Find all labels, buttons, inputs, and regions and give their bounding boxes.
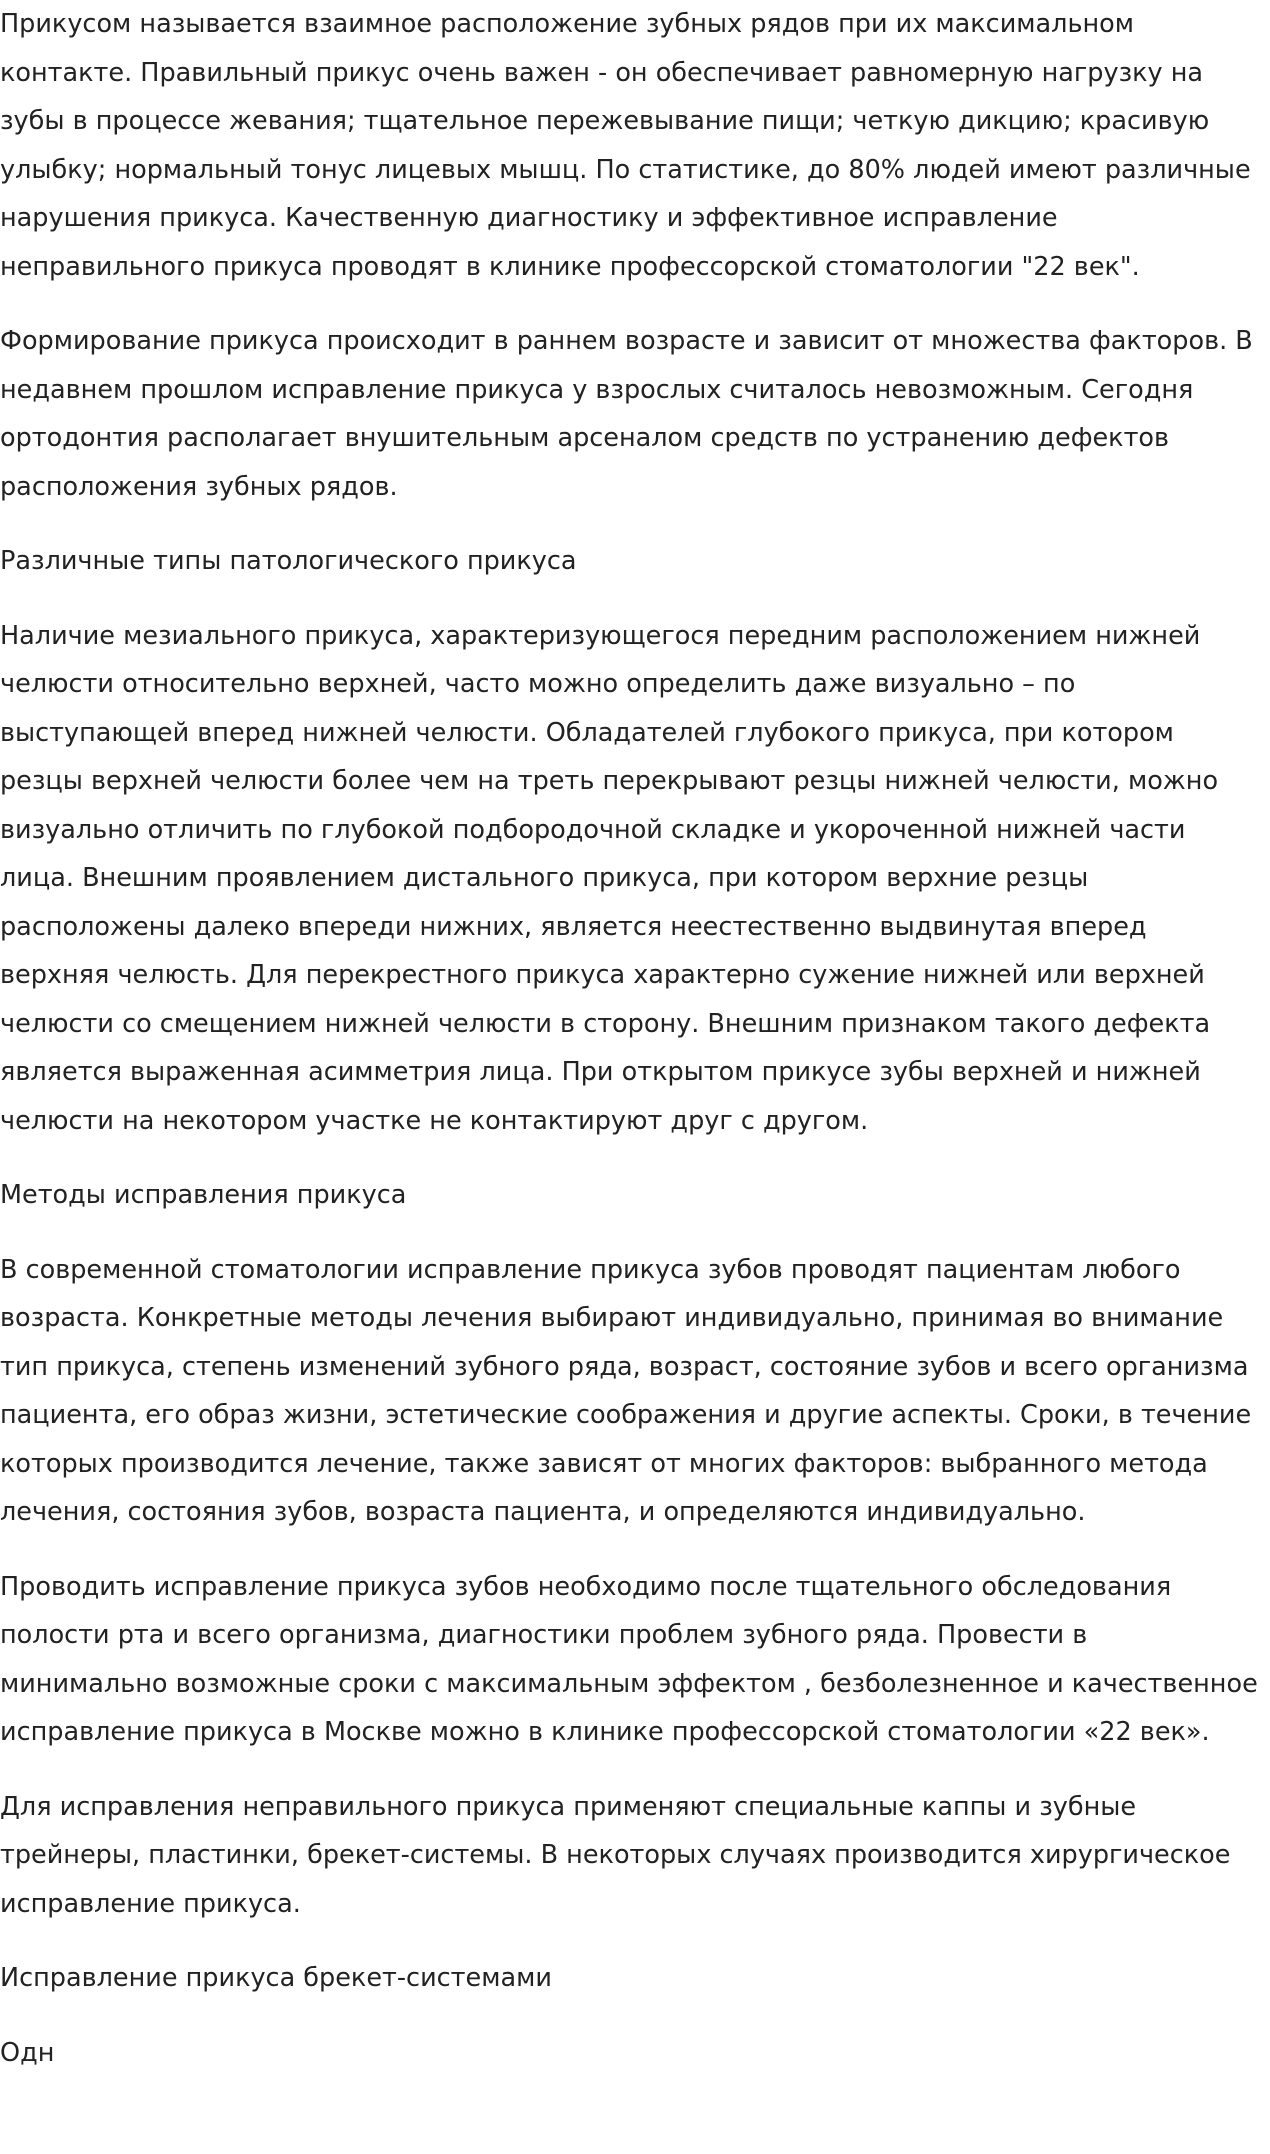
section-heading-bite-types: Различные типы патологического прикуса — [0, 546, 577, 576]
section-heading-correction-methods: Методы исправления прикуса — [0, 1180, 407, 1210]
appliances-paragraph: Для исправления неправильного прикуса применяют специальные каппы и зубные трейнеры, пластинки, брекет-системы. В некоторых случаях производится хирургическое исправление прикуса. — [0, 1791, 1231, 1919]
examination-paragraph: Проводить исправление прикуса зубов необходимо после тщательного обследования полости рта и всего организма, диагностики проблем зубного ряда. Провести в минимально возможные сроки с максимальным эффектом , безболезненное и качественное исправление прикуса в Москве можно в клинике профессорской стоматологии «22 век». — [0, 1571, 1258, 1747]
intro-paragraph: Прикусом называется взаимное расположение зубных рядов при их максимальном контакте. Правильный прикус очень важен - он обеспечивает равномерную нагрузку на зубы в процессе жевания; тщательное пережевывание пищи; четкую дикцию; красивую улыбку; нормальный тонус лицевых мышц. По статистике, до 80% людей имеют различные нарушения прикуса. Качественную диагностику и эффективное исправление неправильного прикуса проводят в клинике профессорской стоматологии "22 век". — [0, 9, 1251, 282]
bite-formation-paragraph: Формирование прикуса происходит в раннем возрасте и зависит от множества факторов. В недавнем прошлом исправление прикуса у взрослых считалось невозможным. Сегодня ортодонтия располагает внушительным арсеналом средств по устранению дефектов расположения зубных рядов. — [0, 326, 1253, 502]
bite-types-paragraph: Наличие мезиального прикуса, характеризующегося передним расположением нижней челюсти относительно верхней, часто можно определить даже визуально – по выступающей вперед нижней челюсти. Обладателей глубокого прикуса, при котором резцы верхней челюсти более чем на треть перекрывают резцы нижней челюсти, можно визуально отличить по глубокой подбородочной складке и укороченной нижней части лица. Внешним проявлением дистального прикуса, при котором верхние резцы расположены далеко впереди нижних, является неестественно выдвинутая вперед верхняя челюсть. Для перекрестного прикуса характерно сужение нижней или верхней челюсти со смещением нижней челюсти в сторону. Внешним признаком такого дефекта является выраженная асимметрия лица. При открытом прикусе зубы верхней и нижней челюсти на некотором участке не контактируют друг с другом. — [0, 620, 1219, 1136]
modern-treatment-paragraph: В современной стоматологии исправление прикуса зубов проводят пациентам любого возраста. Конкретные методы лечения выбирают индивидуально, принимая во внимание тип прикуса, степень изменений зубного ряда, возраст, состояние зубов и всего организма пациента, его образ жизни, эстетические соображения и другие аспекты. Сроки, в течение которых производится лечение, также зависят от многих факторов: выбранного метода лечения, состояния зубов, возраста пациента, и определяются индивидуально. — [0, 1254, 1252, 1527]
truncated-paragraph: Одн — [0, 2037, 55, 2068]
section-heading-braces: Исправление прикуса брекет-системами — [0, 1963, 552, 1993]
